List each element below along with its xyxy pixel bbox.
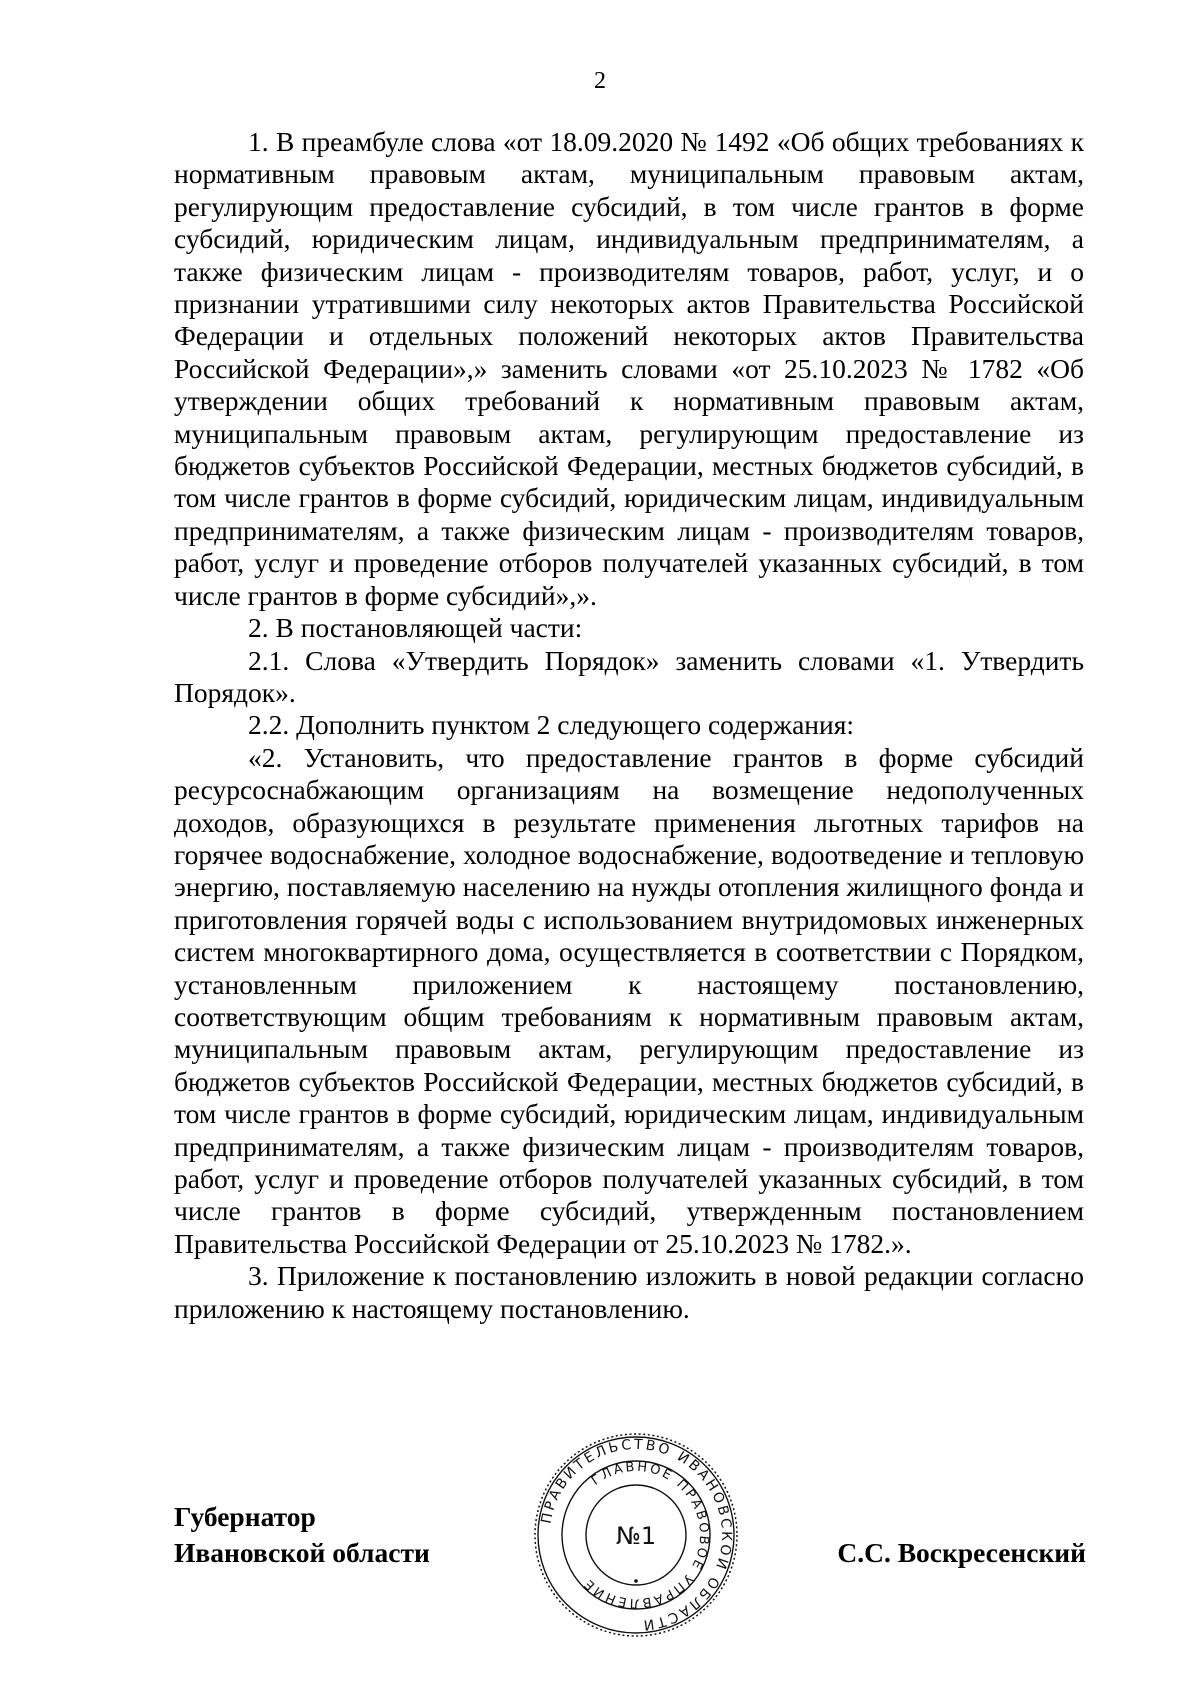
signatory-position: [174, 1499, 430, 1571]
paragraph-2-quote: «2. Установить, что предоставление грантов в форме субсидий ресурсоснабжающим организациям на возмещение недополученных доходов, образующихся в результате применения льготных тарифов на горячее водоснабжение, холодное водоснабжение, водоотведение и тепловую энергию, поставляемую населению на нужды отопления жилищного фонда и приготовления горячей воды с использованием внутридомовых инженерных систем многоквартирного дома, осуществляется в соответствии с Порядком, установленным приложением к настоящему постановлению, соответствующим общим требованиям к нормативным правовым актам, муниципальным правовым актам, регулирующим предоставление из бюджетов субъектов Российской Федерации, местных бюджетов субсидий, в том числе грантов в форме субсидий, юридическим лицам, индивидуальным предпринимателям, а также физическим лицам - производителям товаров, работ, услуг и проведение отборов получателей указанных субсидий, в том числе грантов в форме субсидий, утвержденным постановлением Правительства Российской Федерации от 25.10.2023 № 1782.».: [174, 741, 1084, 1259]
paragraph-1: 1. В преамбуле слова «от 18.09.2020 № 1492 «Об общих требованиях к нормативным правовым актам, муниципальным правовым актам, регулирующим предоставление субсидий, в том числе грантов в форме субсидий, юридическим лицам, индивидуальным предпринимателям, а также физическим лицам - производителям товаров, работ, услуг, и о признании утратившими силу некоторых актов Правительства Российской Федерации и отдельных положений некоторых актов Правительства Российской Федерации»,» заменить словами «от 25.10.2023 № 1782 «Об утверждении общих требований к нормативным правовым актам, муниципальным правовым актам, регулирующим предоставление из бюджетов субъектов Российской Федерации, местных бюджетов субсидий, в том числе грантов в форме субсидий, юридическим лицам, индивидуальным предпринимателям, а также физическим лицам - производителям товаров, работ, услуг и проведение отборов получателей указанных субсидий, в том числе грантов в форме субсидий»,».: [174, 126, 1084, 611]
paragraph-2-2: 2.2. Дополнить пунктом 2 следующего содержания:: [248, 709, 854, 741]
signatory-position-line-2: Ивановской области: [174, 1537, 430, 1568]
stamp-seal-icon: [532, 1431, 740, 1639]
paragraph-3: 3. Приложение к постановлению изложить в новой редакции согласно приложению к настоящему постановлению.: [174, 1260, 1084, 1324]
stamp-center-text: №1: [615, 1522, 657, 1550]
stamp-outer-ring-text: ПРАВИТЕЛЬСТВО ИВАНОВСКОЙ ОБЛАСТИ: [538, 1436, 735, 1634]
page-number: 2: [594, 68, 606, 94]
signatory-position-line-1: Губернатор: [174, 1501, 316, 1532]
official-stamp: [532, 1431, 740, 1639]
document-body: [174, 126, 1084, 1325]
signatory-name: С.С. Воскресенский: [837, 1537, 1086, 1568]
paragraph-2-1: 2.1. Слова «Утвердить Порядок» заменить словами «1. Утвердить Порядок».: [174, 644, 1084, 708]
paragraph-2: 2. В постановляющей части:: [248, 612, 583, 644]
stamp-inner-ring-text: ГЛАВНОЕ ПРАВОВОЕ УПРАВЛЕНИЕ: [580, 1459, 712, 1611]
